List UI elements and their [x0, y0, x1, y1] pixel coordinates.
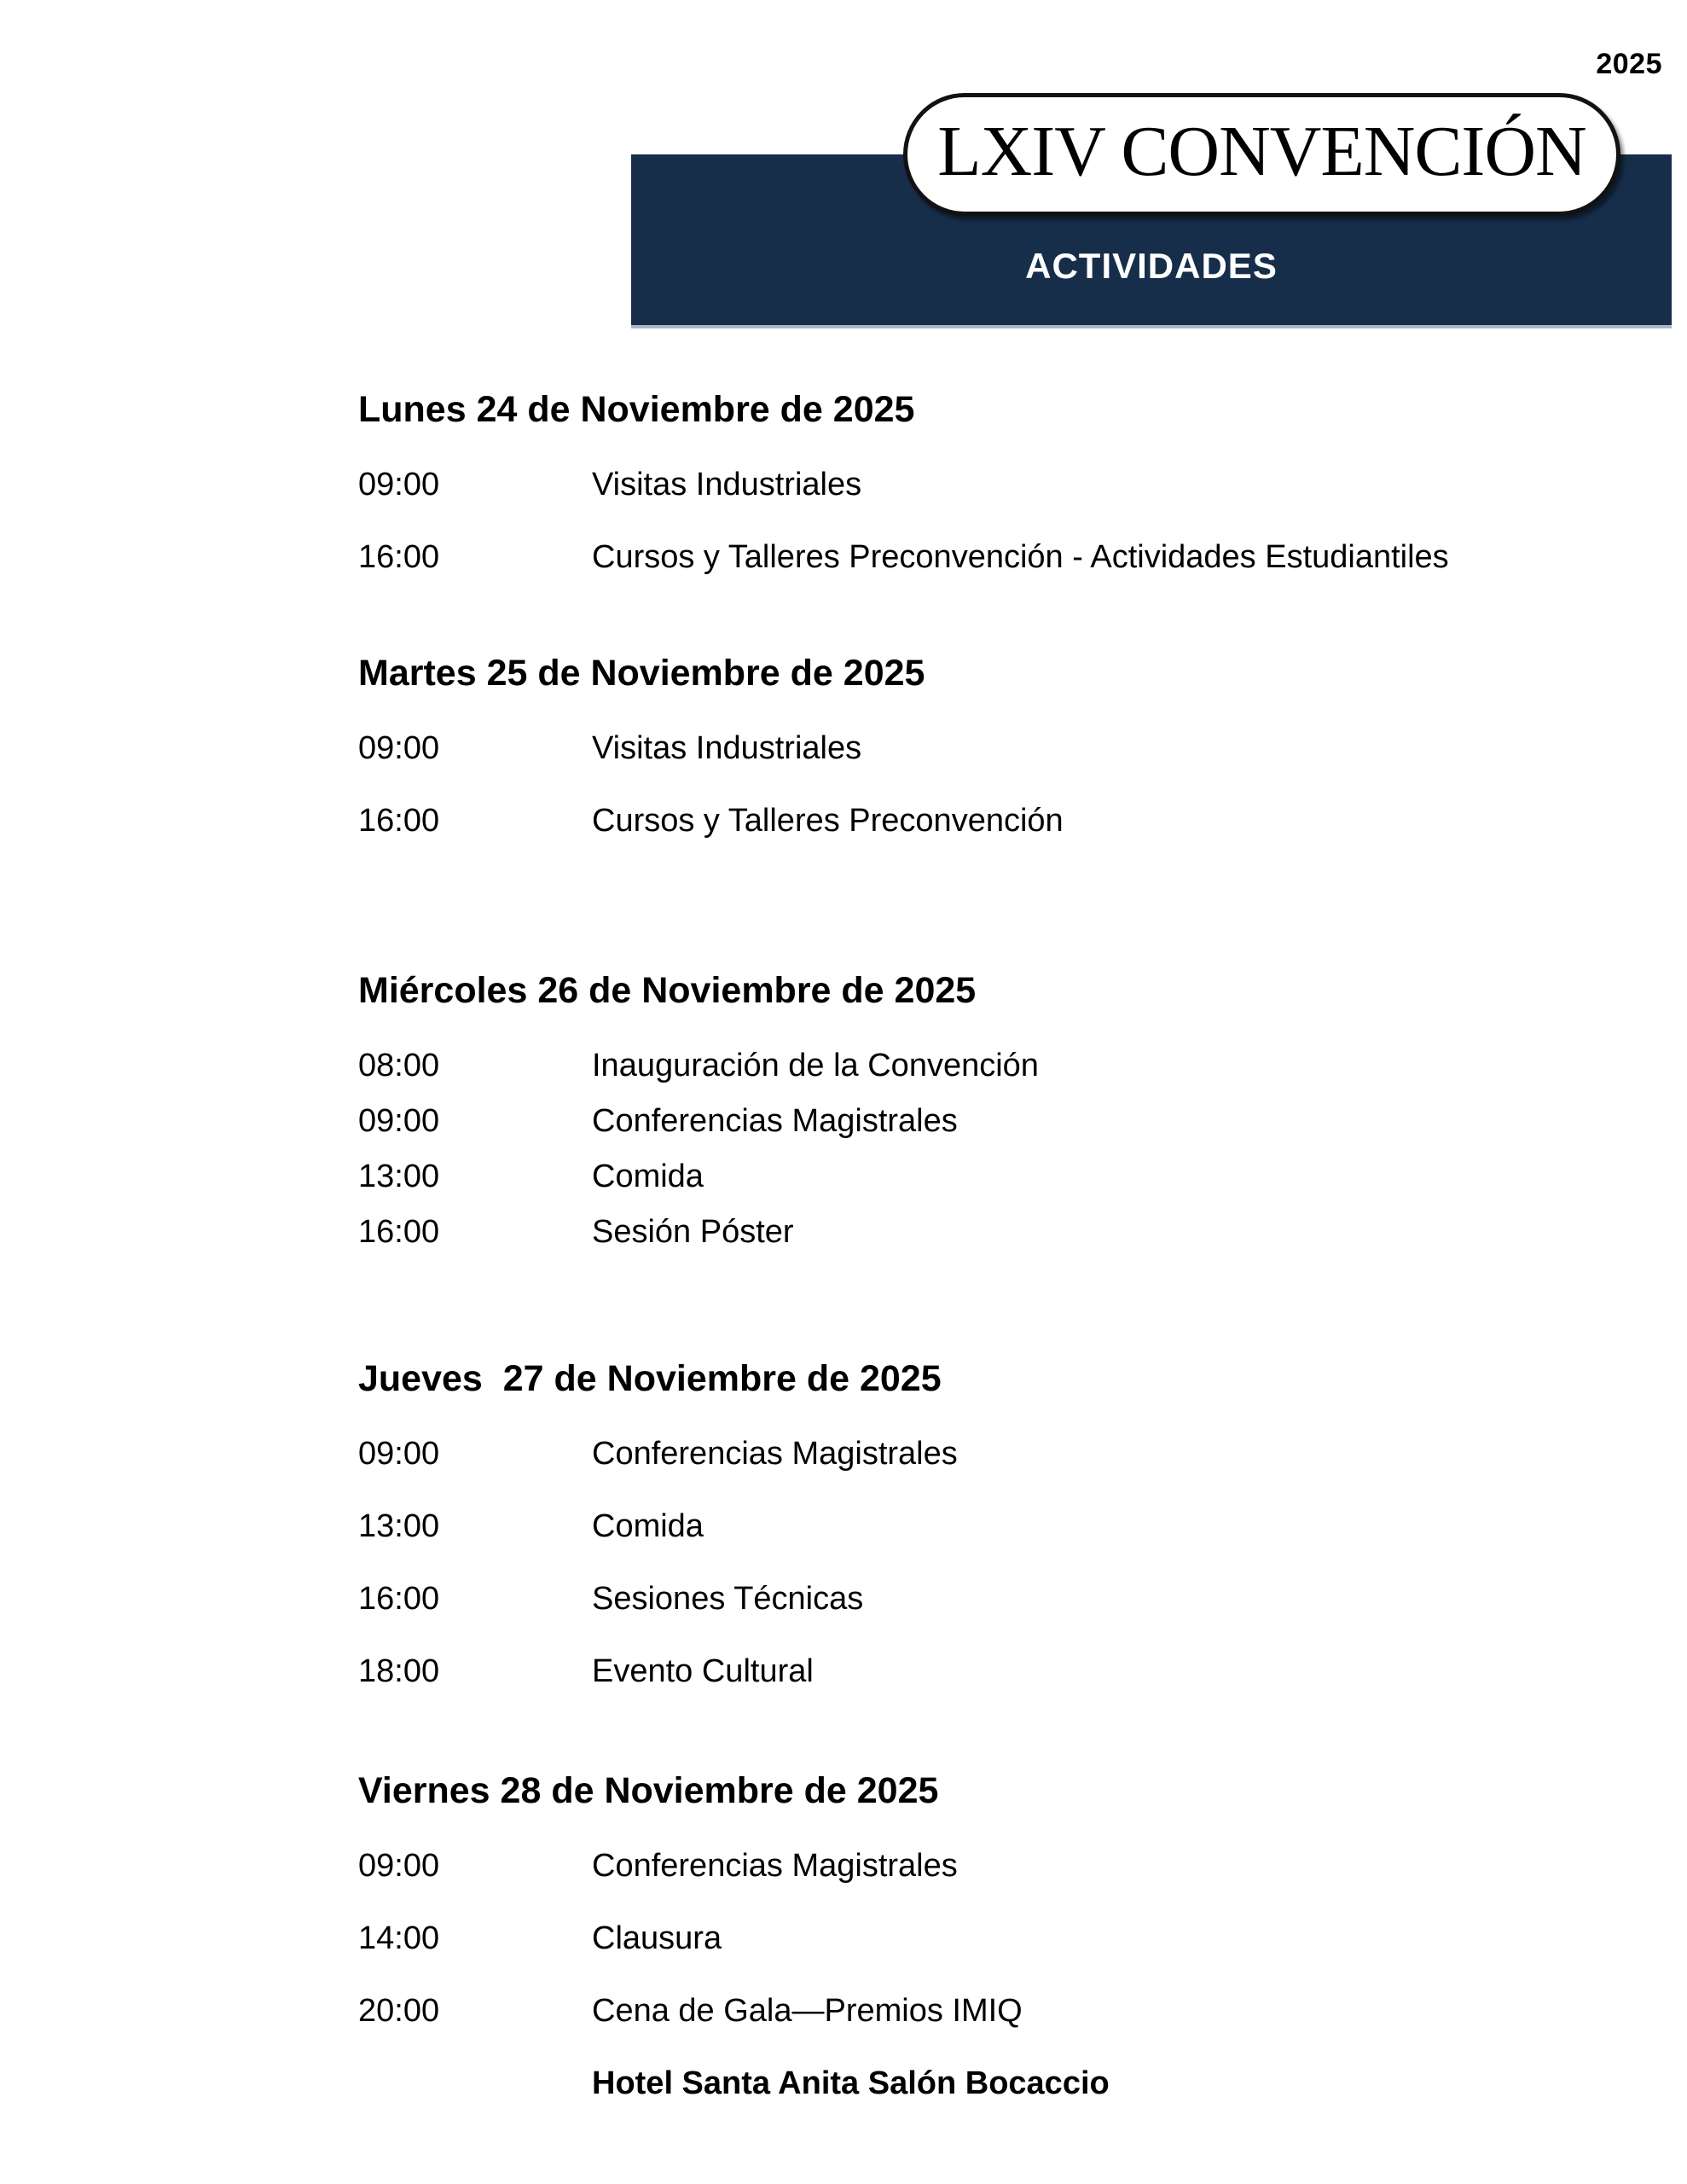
- schedule-row: [358, 1156, 1653, 1197]
- day-rows: [358, 728, 1653, 841]
- row-time: 09:00: [358, 1436, 440, 1472]
- row-time: 09:00: [358, 1848, 440, 1884]
- row-activity: Conferencias Magistrales: [592, 1848, 958, 1884]
- row-time: 16:00: [358, 539, 440, 575]
- banner-label: ACTIVIDADES: [1025, 246, 1278, 286]
- row-time: 18:00: [358, 1653, 440, 1689]
- row-time: 09:00: [358, 467, 440, 502]
- row-time: 09:00: [358, 1103, 440, 1139]
- schedule-row: [358, 728, 1653, 769]
- schedule-row: [358, 537, 1653, 578]
- day-rows: [358, 1045, 1653, 1252]
- row-activity: Cursos y Talleres Preconvención: [592, 803, 1064, 839]
- row-activity: Sesión Póster: [592, 1214, 794, 1250]
- row-time: 16:00: [358, 1581, 440, 1617]
- schedule-row: [358, 1506, 1653, 1547]
- day-title: Viernes 28 de Noviembre de 2025: [358, 1770, 939, 1811]
- day-block: [358, 968, 1653, 1252]
- year-label: 2025: [1596, 48, 1662, 80]
- venue-note: Hotel Santa Anita Salón Bocaccio: [592, 2065, 1110, 2101]
- day-rows: [358, 1845, 1653, 2031]
- day-title: Martes 25 de Noviembre de 2025: [358, 653, 925, 694]
- day-block: [358, 651, 1653, 841]
- row-time: 13:00: [358, 1508, 440, 1544]
- day-rows: [358, 464, 1653, 578]
- row-time: 08:00: [358, 1048, 440, 1083]
- row-time: 09:00: [358, 730, 440, 766]
- schedule-row: [358, 1651, 1653, 1692]
- schedule-row: [358, 1845, 1653, 1886]
- schedule-row: [358, 1433, 1653, 1474]
- convention-badge-title: LXIV CONVENCIÓN: [937, 112, 1586, 191]
- row-activity: Comida: [592, 1159, 704, 1194]
- row-activity: Sesiones Técnicas: [592, 1581, 864, 1617]
- schedule-row: [358, 1045, 1653, 1086]
- row-activity: Clausura: [592, 1920, 722, 1956]
- row-activity: Conferencias Magistrales: [592, 1436, 958, 1472]
- convention-badge: [903, 93, 1620, 216]
- day-block: [358, 387, 1653, 578]
- day-title: Miércoles 26 de Noviembre de 2025: [358, 970, 977, 1011]
- row-time: 16:00: [358, 803, 440, 839]
- row-time: 20:00: [358, 1993, 440, 2029]
- row-activity: Conferencias Magistrales: [592, 1103, 958, 1139]
- day-title: Jueves 27 de Noviembre de 2025: [358, 1358, 942, 1399]
- day-title: Lunes 24 de Noviembre de 2025: [358, 389, 915, 430]
- schedule-row: [358, 1990, 1653, 2031]
- day-block: [358, 1356, 1653, 1692]
- schedule-row: [358, 464, 1653, 505]
- row-activity: Visitas Industriales: [592, 730, 862, 766]
- day-rows: [358, 1433, 1653, 1692]
- schedule-row: [358, 1918, 1653, 1959]
- row-activity: Visitas Industriales: [592, 467, 862, 502]
- row-activity: Inauguración de la Convención: [592, 1048, 1039, 1083]
- row-activity: Cursos y Talleres Preconvención - Actividades Estudiantiles: [592, 539, 1449, 575]
- day-block: [358, 1769, 1653, 2104]
- schedule-row: [358, 1101, 1653, 1141]
- row-activity: Cena de Gala—Premios IMIQ: [592, 1993, 1023, 2029]
- row-time: 13:00: [358, 1159, 440, 1194]
- row-time: 16:00: [358, 1214, 440, 1250]
- row-activity: Evento Cultural: [592, 1653, 814, 1689]
- row-time: 14:00: [358, 1920, 440, 1956]
- schedule-row: [358, 800, 1653, 841]
- row-activity: Comida: [592, 1508, 704, 1544]
- schedule-row: [358, 1211, 1653, 1252]
- schedule-row: [358, 1578, 1653, 1619]
